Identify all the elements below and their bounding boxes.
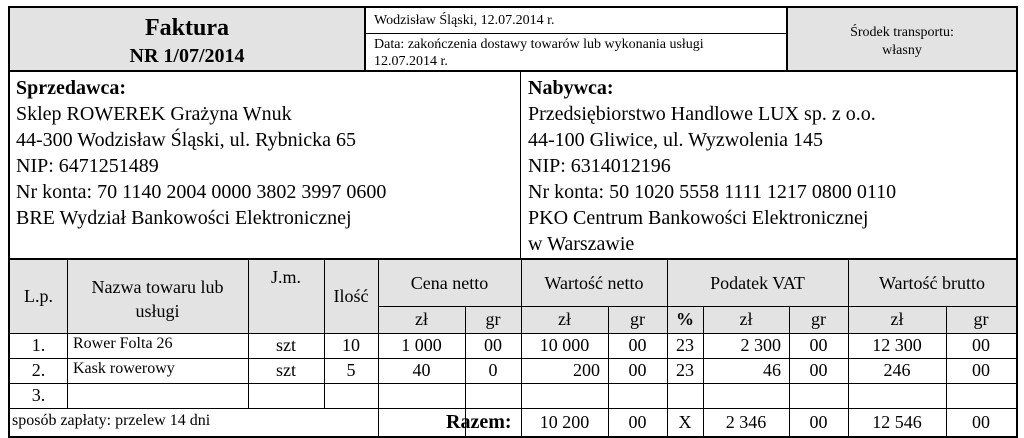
header-qty: Ilość <box>333 286 369 306</box>
buyer-address: 44-100 Gliwice, ul. Wyzwolenia 145 <box>528 129 824 151</box>
row-price-gr: 00 <box>484 335 502 355</box>
payment-method: sposób zapłaty: przelew 14 dni <box>12 412 211 429</box>
row-jm: szt <box>276 360 296 380</box>
row-lp: 1. <box>31 335 46 355</box>
row-vat-gr: 00 <box>809 360 828 380</box>
totals-label: Razem: <box>446 411 512 433</box>
subheader-price-gr: gr <box>485 309 501 329</box>
buyer-account: Nr konta: 50 1020 5558 1111 1217 0800 0110 <box>528 181 897 203</box>
header-net-value: Wartość netto <box>544 272 644 293</box>
totals-gross-zl: 12 546 <box>872 411 922 432</box>
subheader-vat-zl: zł <box>739 309 753 329</box>
transport-label: Środek transportu: <box>850 25 954 40</box>
row-gross-zl: 12 300 <box>872 335 922 355</box>
subheader-price-zl: zł <box>415 309 428 329</box>
subheader-net-gr: gr <box>630 309 645 329</box>
totals-vat-gr: 00 <box>809 411 828 432</box>
row-price-zl: 1 000 <box>401 335 442 355</box>
items-table <box>8 258 1018 438</box>
row-vat-gr: 00 <box>809 335 828 355</box>
seller-label: Sprzedawca: <box>16 77 126 99</box>
subheader-net-zl: zł <box>558 309 571 329</box>
header-lp: L.p. <box>24 286 53 306</box>
seller-nip: NIP: 6471251489 <box>16 155 159 177</box>
buyer-nip: NIP: 6314012196 <box>528 155 671 177</box>
totals-gross-gr: 00 <box>972 411 990 432</box>
row-jm: szt <box>276 335 296 355</box>
subheader-gross-zl: zł <box>890 309 904 329</box>
row-price-gr: 0 <box>488 360 498 380</box>
row-net-zl: 10 000 <box>539 335 590 355</box>
invoice-title-box <box>8 6 366 72</box>
header-name-line2: usługi <box>135 301 180 321</box>
buyer-bank: PKO Centrum Bankowości Elektronicznej <box>528 207 869 229</box>
totals-net-zl: 10 200 <box>539 411 590 432</box>
buyer-name: Przedsiębiorstwo Handlowe LUX sp. z o.o. <box>528 103 876 125</box>
delivery-date: 12.07.2014 r. <box>374 54 448 69</box>
transport-box <box>786 6 1018 72</box>
delivery-label: Data: zakończenia dostawy towarów lub wykonania usługi <box>374 37 704 52</box>
subheader-vat-gr: gr <box>811 309 826 329</box>
row-name: Rower Folta 26 <box>73 335 173 352</box>
row-name: Kask rowerowy <box>73 360 175 377</box>
row-vat-pct: 23 <box>676 335 694 355</box>
invoice-number: NR 1/07/2014 <box>129 45 245 67</box>
buyer-label: Nabywca: <box>528 77 614 99</box>
row-price-zl: 40 <box>412 360 431 380</box>
invoice-title: Faktura <box>145 15 229 41</box>
row-gross-gr: 00 <box>972 335 990 355</box>
row-net-gr: 00 <box>628 360 647 380</box>
row-net-zl: 200 <box>573 360 600 380</box>
row-net-gr: 00 <box>628 335 647 355</box>
date-box <box>364 6 788 72</box>
row-lp: 3. <box>31 385 46 405</box>
row-qty: 5 <box>346 360 356 380</box>
row-vat-pct: 23 <box>676 360 694 380</box>
header-gross-value: Wartość brutto <box>878 272 986 293</box>
seller-account: Nr konta: 70 1140 2004 0000 3802 3997 0600 <box>16 181 387 203</box>
row-qty: 10 <box>342 335 360 355</box>
seller-address: 44-300 Wodzisław Śląski, ul. Rybnicka 65 <box>16 129 356 151</box>
header-net-price: Cena netto <box>410 272 489 293</box>
place-date: Wodzisław Śląski, 12.07.2014 r. <box>374 13 555 28</box>
row-vat-zl: 2 300 <box>740 335 781 355</box>
totals-vat-pct: X <box>678 411 692 432</box>
subheader-vat-pct: % <box>676 309 694 329</box>
totals-vat-zl: 2 346 <box>725 411 767 432</box>
transport-value: własny <box>882 43 922 58</box>
seller-name: Sklep ROWEREK Grażyna Wnuk <box>16 103 292 125</box>
row-vat-zl: 46 <box>763 360 781 380</box>
parties-box <box>8 70 1018 260</box>
row-gross-gr: 00 <box>972 360 990 380</box>
buyer-bank-city: w Warszawie <box>528 233 635 255</box>
row-lp: 2. <box>31 360 46 380</box>
row-gross-zl: 246 <box>883 360 911 380</box>
header-vat: Podatek VAT <box>710 272 805 293</box>
header-jm: J.m. <box>270 267 301 287</box>
header-name-line1: Nazwa towaru lub <box>91 277 224 297</box>
totals-net-gr: 00 <box>628 411 647 432</box>
subheader-gross-gr: gr <box>973 309 989 329</box>
seller-bank: BRE Wydział Bankowości Elektronicznej <box>16 207 352 229</box>
